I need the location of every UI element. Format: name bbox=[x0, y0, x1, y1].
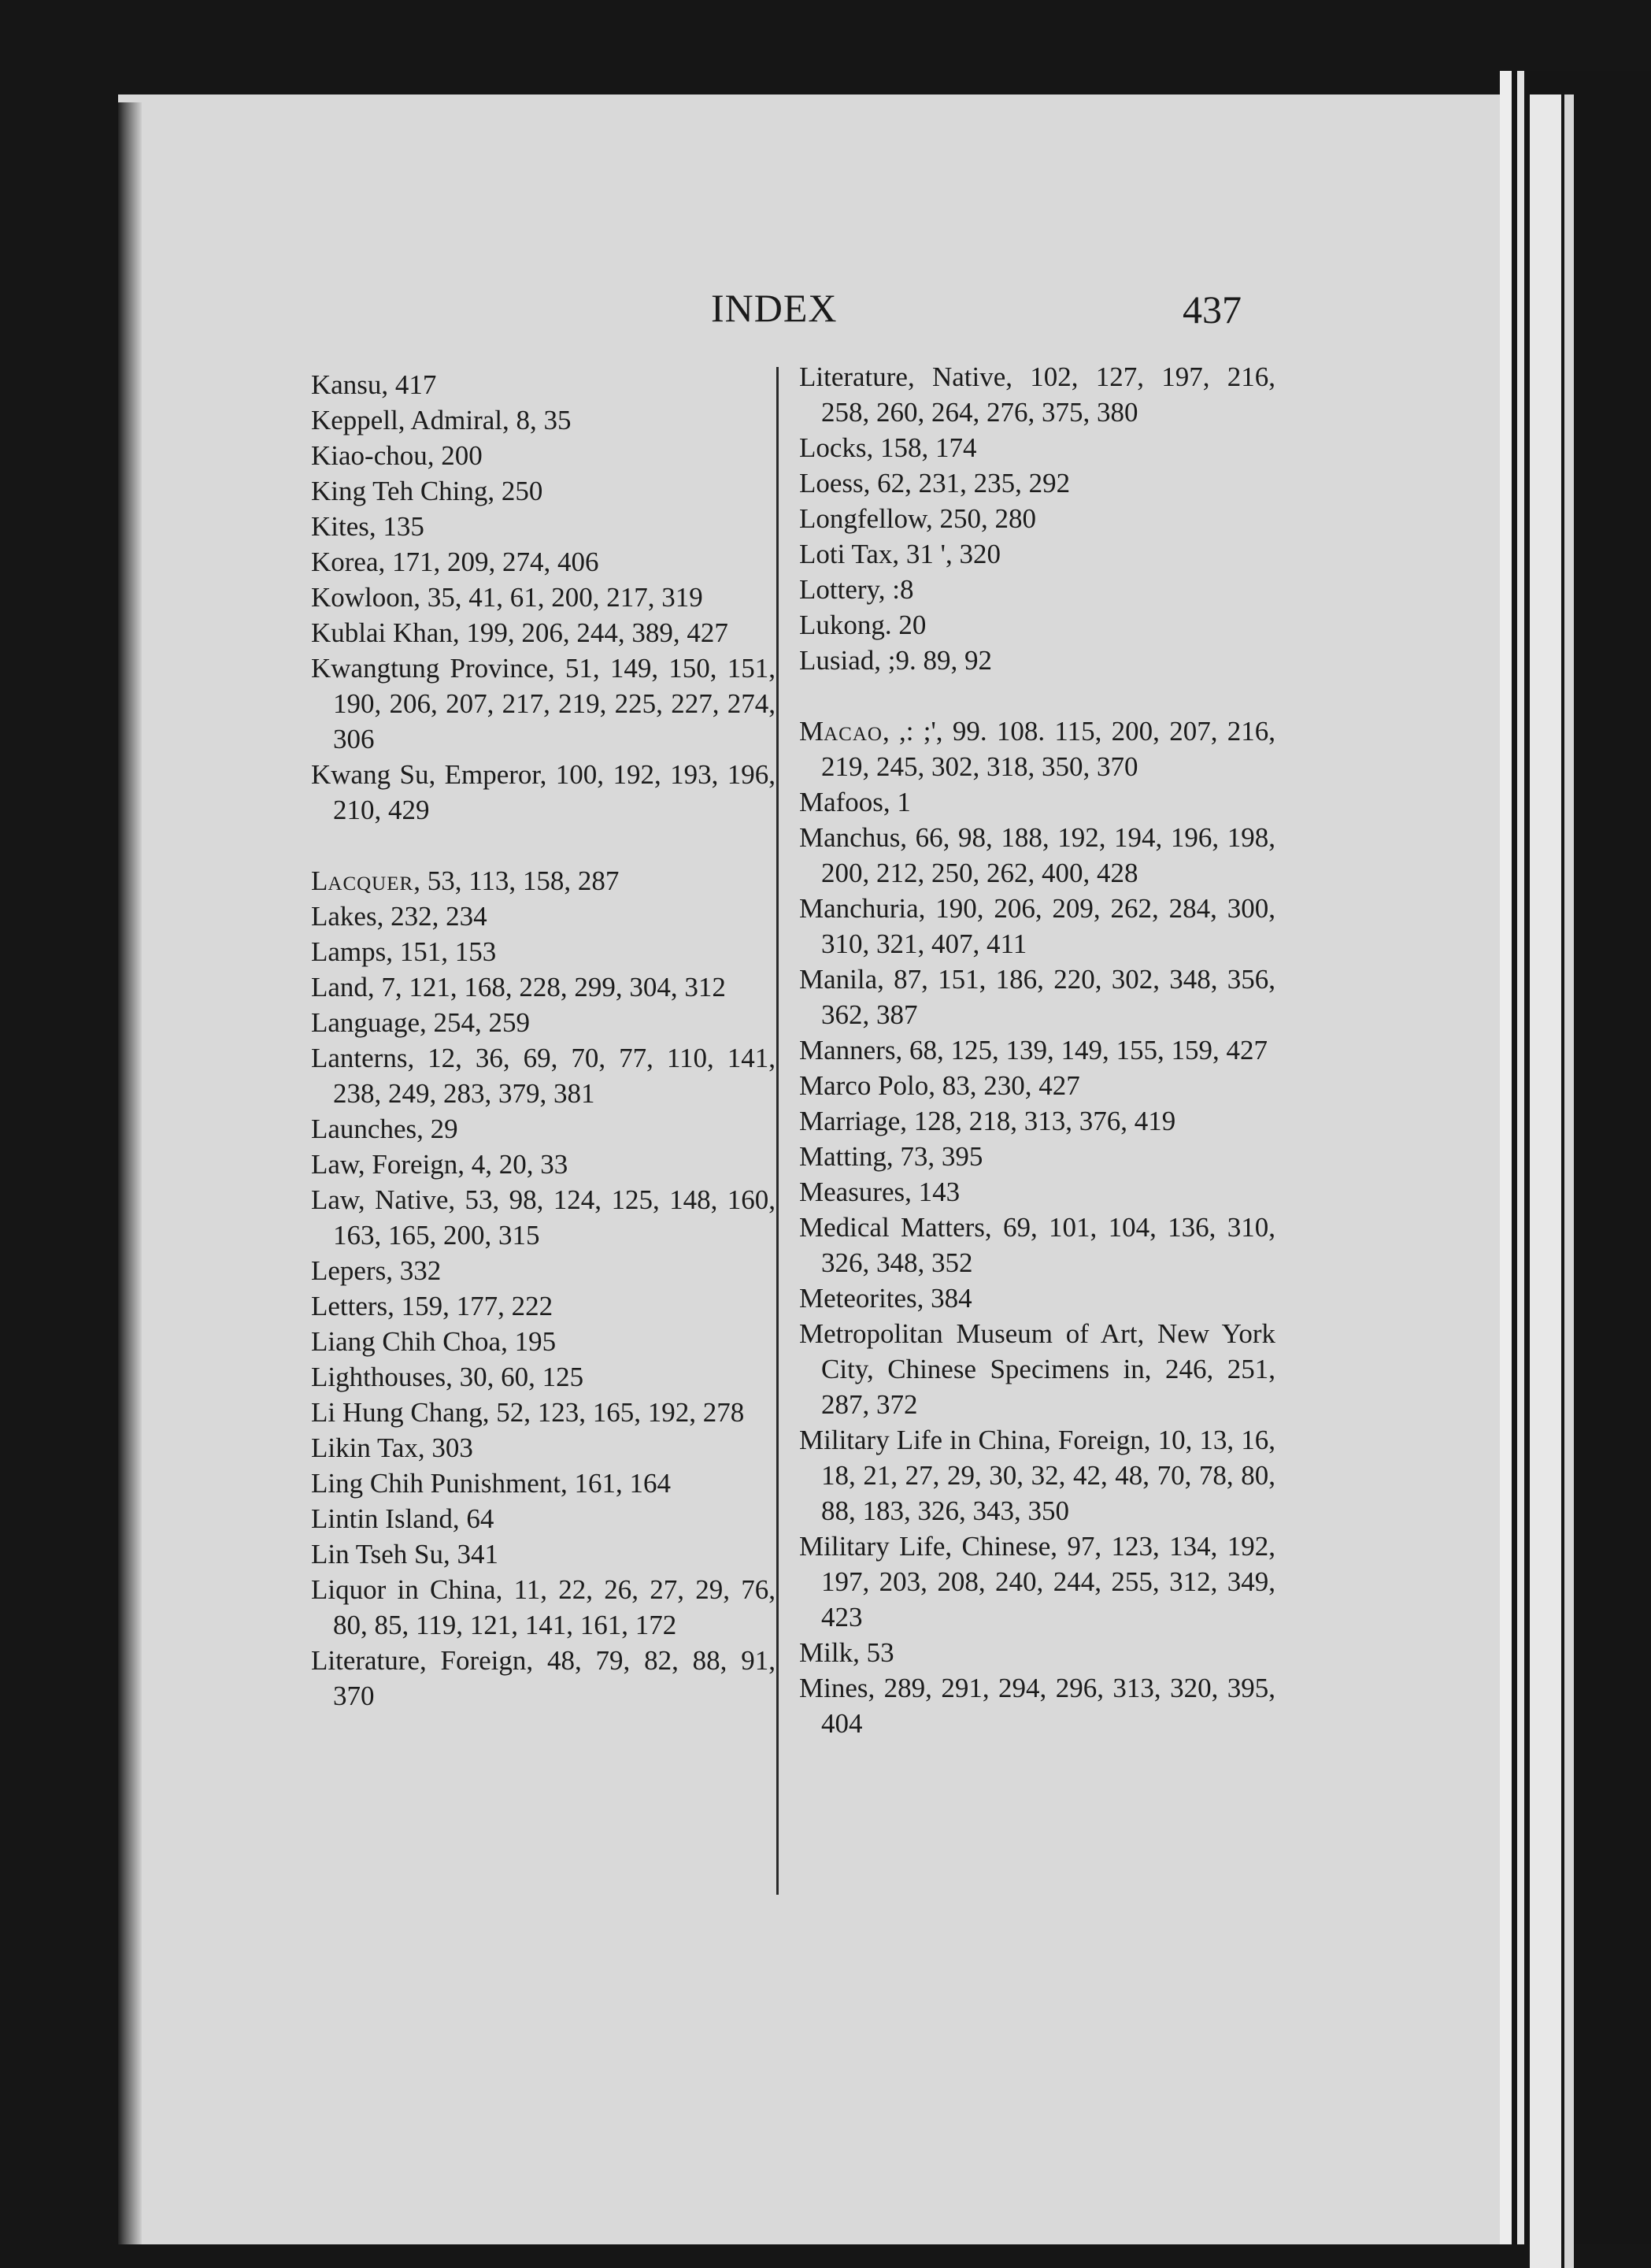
index-entry-text: Law, Foreign, 4, 20, 33 bbox=[311, 1149, 568, 1180]
index-entry-text: Land, 7, 121, 168, 228, 299, 304, 312 bbox=[311, 972, 726, 1002]
index-entry-text: Keppell, Admiral, 8, 35 bbox=[311, 405, 572, 435]
index-entry bbox=[799, 1280, 1275, 1316]
index-entry-text: Kites, 135 bbox=[311, 511, 424, 542]
index-entry bbox=[311, 1536, 776, 1572]
index-entry-text: Longfellow, 250, 280 bbox=[799, 503, 1037, 534]
index-entry bbox=[311, 863, 776, 899]
index-entry-text: Manchus, 66, 98, 188, 192, 194, 196, 198, 200, 212, 250, 262, 400, 428 bbox=[799, 822, 1275, 888]
index-entry-text: Liang Chih Choa, 195 bbox=[311, 1326, 557, 1357]
index-entry-heading-rest: acao bbox=[824, 716, 883, 747]
index-entry-text: Lin Tseh Su, 341 bbox=[311, 1539, 499, 1569]
index-entry bbox=[799, 784, 1275, 820]
index-entry bbox=[799, 607, 1275, 643]
index-entry bbox=[799, 1316, 1275, 1422]
index-entry-text: Lottery, :8 bbox=[799, 574, 914, 605]
index-entry bbox=[799, 501, 1275, 536]
index-entry-text: Manila, 87, 151, 186, 220, 302, 348, 356, 362, 387 bbox=[799, 964, 1275, 1030]
index-entry-text: Korea, 171, 209, 274, 406 bbox=[311, 547, 599, 577]
index-entry-text: , ,: ;', 99. 108. 115, 200, 207, 216, 219, 245, 302, 318, 350, 370 bbox=[821, 716, 1275, 782]
index-entry bbox=[799, 1032, 1275, 1068]
index-entry-text: Military Life in China, Foreign, 10, 13, 16, 18, 21, 27, 29, 30, 32, 42, 48, 70, 78, 80, 88, 183, 326, 343, 350 bbox=[799, 1425, 1275, 1526]
index-entry-text: King Teh Ching, 250 bbox=[311, 476, 543, 506]
index-entry-text: Literature, Native, 102, 127, 197, 216, 258, 260, 264, 276, 375, 380 bbox=[799, 361, 1275, 428]
index-entry-text: Meteorites, 384 bbox=[799, 1283, 972, 1314]
index-entry-initial: M bbox=[799, 716, 824, 747]
index-entry bbox=[311, 367, 776, 402]
index-entry bbox=[799, 962, 1275, 1032]
column-divider-rule bbox=[776, 367, 779, 1895]
index-entry bbox=[311, 1643, 776, 1714]
index-entry bbox=[311, 509, 776, 544]
index-entry bbox=[311, 1253, 776, 1288]
index-entry bbox=[311, 969, 776, 1005]
index-entry bbox=[311, 1324, 776, 1359]
index-entry-text: Lepers, 332 bbox=[311, 1255, 442, 1286]
index-entry-text: Literature, Foreign, 48, 79, 82, 88, 91, 370 bbox=[311, 1645, 776, 1711]
index-entry-text: Medical Matters, 69, 101, 104, 136, 310, 326, 348, 352 bbox=[799, 1212, 1275, 1278]
index-entry-text: Matting, 73, 395 bbox=[799, 1141, 983, 1172]
index-entry-text: Locks, 158, 174 bbox=[799, 432, 977, 463]
index-entry-text: Loti Tax, 31 ', 320 bbox=[799, 539, 1001, 569]
index-entry bbox=[311, 1147, 776, 1182]
index-entry-text: Marriage, 128, 218, 313, 376, 419 bbox=[799, 1106, 1176, 1136]
page-edge bbox=[1530, 94, 1561, 2268]
index-entry bbox=[311, 402, 776, 438]
index-entry-text: Marco Polo, 83, 230, 427 bbox=[799, 1070, 1080, 1101]
index-entry-text: Kwang Su, Emperor, 100, 192, 193, 196, 210, 429 bbox=[311, 759, 776, 825]
index-entry-text: Manchuria, 190, 206, 209, 262, 284, 300, 310, 321, 407, 411 bbox=[799, 893, 1275, 959]
index-entry bbox=[311, 1466, 776, 1501]
index-entry bbox=[311, 438, 776, 473]
index-entry bbox=[311, 615, 776, 650]
index-entry-text: Li Hung Chang, 52, 123, 165, 192, 278 bbox=[311, 1397, 745, 1428]
index-entry-text: Metropolitan Museum of Art, New York City, Chinese Specimens in, 246, 251, 287, 372 bbox=[799, 1318, 1275, 1420]
index-entry-text: Liquor in China, 11, 22, 26, 27, 29, 76, 80, 85, 119, 121, 141, 161, 172 bbox=[311, 1574, 776, 1640]
index-entry bbox=[311, 1359, 776, 1395]
index-entry-text: Lintin Island, 64 bbox=[311, 1503, 494, 1534]
page-edge bbox=[1564, 94, 1574, 2268]
index-entry-text: Measures, 143 bbox=[799, 1177, 961, 1207]
index-entry-text: Loess, 62, 231, 235, 292 bbox=[799, 468, 1071, 498]
page-edge bbox=[1517, 71, 1524, 2244]
page-number: 437 bbox=[1183, 287, 1242, 332]
index-entry-text: Kiao-chou, 200 bbox=[311, 440, 483, 471]
index-entry bbox=[799, 1670, 1275, 1741]
index-entry bbox=[311, 580, 776, 615]
index-entry bbox=[311, 899, 776, 934]
index-entry bbox=[799, 1635, 1275, 1670]
index-entry bbox=[799, 1174, 1275, 1210]
index-entry-text: Kansu, 417 bbox=[311, 369, 437, 400]
index-entry bbox=[311, 1005, 776, 1040]
index-entry bbox=[799, 1422, 1275, 1529]
index-entry bbox=[311, 1501, 776, 1536]
index-entry-text: Kublai Khan, 199, 206, 244, 389, 427 bbox=[311, 617, 728, 648]
index-entry-text: Likin Tax, 303 bbox=[311, 1432, 473, 1463]
page-edge bbox=[1500, 71, 1512, 2244]
index-entry bbox=[799, 536, 1275, 572]
page-binding-edge bbox=[118, 102, 142, 2244]
index-entry bbox=[311, 650, 776, 757]
index-entry-text: Mines, 289, 291, 294, 296, 313, 320, 395, 404 bbox=[799, 1673, 1275, 1739]
index-entry-text: , 53, 113, 158, 287 bbox=[413, 865, 620, 896]
index-entry bbox=[799, 891, 1275, 962]
index-column-right bbox=[799, 359, 1275, 1741]
index-entry-text: Kwangtung Province, 51, 149, 150, 151, 190, 206, 207, 217, 219, 225, 227, 274, 306 bbox=[311, 653, 776, 754]
index-entry-text: Ling Chih Punishment, 161, 164 bbox=[311, 1468, 671, 1499]
index-entry bbox=[311, 1430, 776, 1466]
index-entry-text: Lusiad, ;9. 89, 92 bbox=[799, 645, 992, 676]
index-column-left bbox=[311, 367, 776, 1714]
index-entry bbox=[799, 1529, 1275, 1635]
index-entry bbox=[311, 1395, 776, 1430]
index-entry-text: Letters, 159, 177, 222 bbox=[311, 1291, 553, 1321]
index-entry-text: Manners, 68, 125, 139, 149, 155, 159, 427 bbox=[799, 1035, 1268, 1065]
index-entry bbox=[311, 1040, 776, 1111]
index-entry-text: Mafoos, 1 bbox=[799, 787, 911, 817]
index-entry bbox=[311, 1288, 776, 1324]
index-entry bbox=[799, 465, 1275, 501]
index-entry bbox=[799, 359, 1275, 430]
index-entry bbox=[799, 572, 1275, 607]
index-entry-text: Launches, 29 bbox=[311, 1114, 458, 1144]
index-entry bbox=[799, 1068, 1275, 1103]
index-entry-text: Law, Native, 53, 98, 124, 125, 148, 160, 163, 165, 200, 315 bbox=[311, 1184, 776, 1251]
index-entry-text: Lukong. 20 bbox=[799, 610, 927, 640]
index-entry bbox=[311, 1572, 776, 1643]
index-entry bbox=[311, 757, 776, 828]
index-entry-heading-rest: acquer bbox=[328, 865, 414, 896]
index-entry-text: Language, 254, 259 bbox=[311, 1007, 530, 1038]
index-entry bbox=[799, 1103, 1275, 1139]
index-entry bbox=[311, 1111, 776, 1147]
index-entry bbox=[311, 1182, 776, 1253]
index-entry bbox=[311, 473, 776, 509]
stacked-page-edges bbox=[1500, 71, 1651, 2244]
index-entry bbox=[799, 430, 1275, 465]
index-entry-text: Kowloon, 35, 41, 61, 200, 217, 319 bbox=[311, 582, 703, 613]
index-entry bbox=[799, 820, 1275, 891]
index-entry-text: Lakes, 232, 234 bbox=[311, 901, 487, 932]
index-entry bbox=[311, 544, 776, 580]
running-header-title: INDEX bbox=[711, 286, 838, 330]
index-entry-text: Military Life, Chinese, 97, 123, 134, 192, 197, 203, 208, 240, 244, 255, 312, 349, 423 bbox=[799, 1531, 1275, 1632]
index-entry-text: Lanterns, 12, 36, 69, 70, 77, 110, 141, 238, 249, 283, 379, 381 bbox=[311, 1043, 776, 1109]
index-entry-initial: L bbox=[311, 865, 328, 896]
index-entry-text: Milk, 53 bbox=[799, 1637, 894, 1668]
index-entry bbox=[799, 1210, 1275, 1280]
index-entry bbox=[311, 934, 776, 969]
index-entry-text: Lamps, 151, 153 bbox=[311, 936, 497, 967]
index-entry bbox=[799, 1139, 1275, 1174]
index-entry bbox=[799, 643, 1275, 678]
index-entry bbox=[799, 713, 1275, 784]
index-entry-text: Lighthouses, 30, 60, 125 bbox=[311, 1362, 584, 1392]
